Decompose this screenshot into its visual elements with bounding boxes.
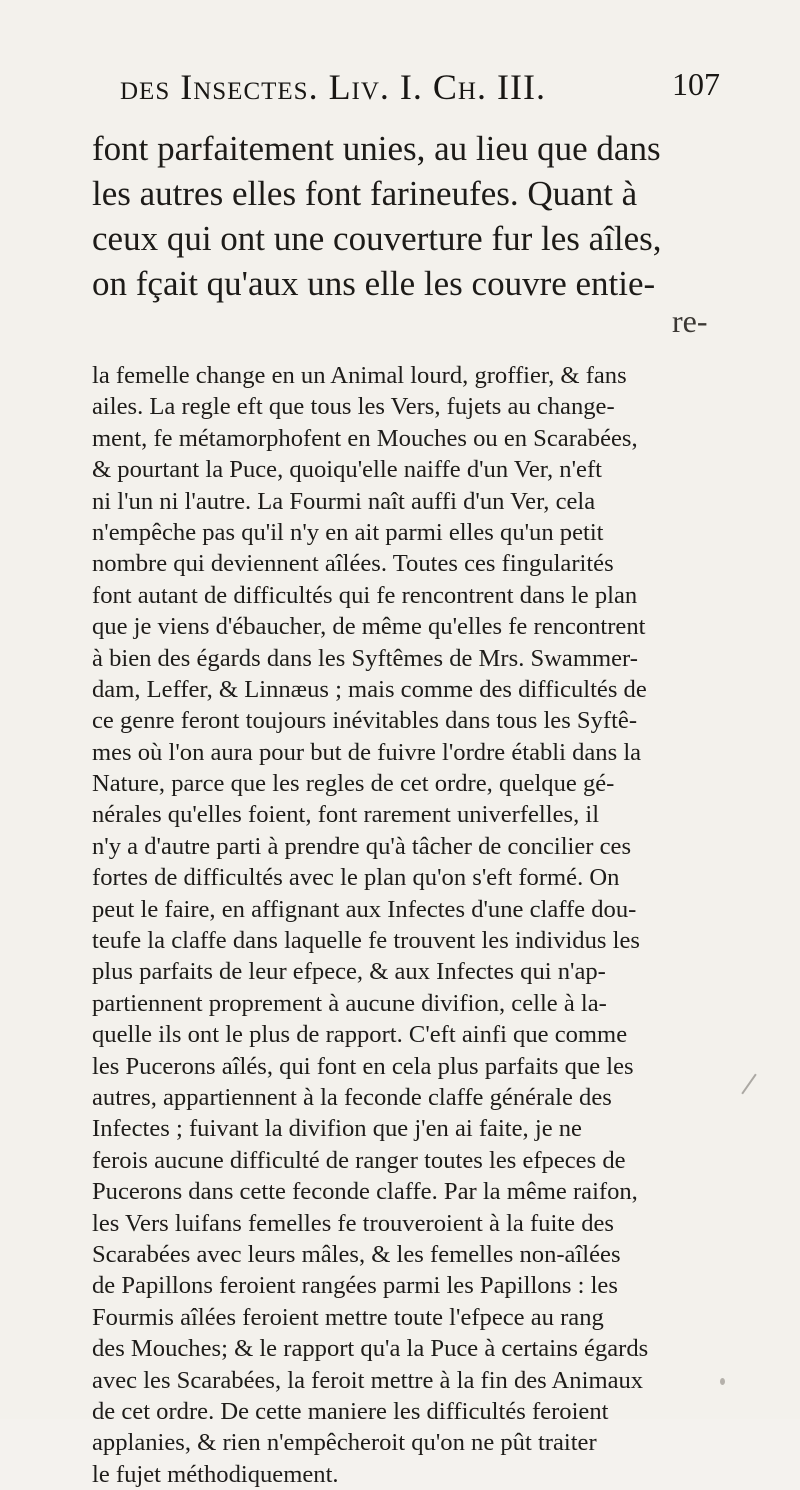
text-line: applanies, & rien n'empêcheroit qu'on ne pût traiter <box>92 1429 597 1457</box>
running-title: des Insectes. Liv. I. Ch. III. <box>120 67 546 107</box>
running-head <box>120 66 720 116</box>
text-line: ferois aucune difficulté de ranger toutes les efpeces de <box>92 1146 626 1174</box>
text-line: fortes de difficultés avec le plan qu'on s'eft formé. On <box>92 864 620 892</box>
text-line: on fçait qu'aux uns elle les couvre entie- <box>92 264 656 303</box>
text-line: mes où l'on aura pour but de fuivre l'ordre établi dans la <box>92 738 642 766</box>
text-line: teufe la claffe dans laquelle fe trouvent les individus les <box>92 927 640 955</box>
text-line: des Mouches; & le rapport qu'a la Puce à certains égards <box>92 1335 649 1363</box>
catchword: re- <box>672 303 708 339</box>
text-line: les Pucerons aîlés, qui font en cela plus parfaits que les <box>92 1052 634 1080</box>
text-line: Scarabées avec leurs mâles, & les femelles non-aîlées <box>92 1240 621 1268</box>
text-line: le fujet méthodiquement. <box>92 1460 339 1488</box>
text-line: & pourtant la Puce, quoiqu'elle naiffe d'un Ver, n'eft <box>92 456 602 484</box>
text-line: quelle ils ont le plus de rapport. C'eft ainfi que comme <box>92 1021 628 1049</box>
text-line: ment, fe métamorphofent en Mouches ou en Scarabées, <box>92 424 638 452</box>
text-line: avec les Scarabées, la feroit mettre à la fin des Animaux <box>92 1366 644 1394</box>
text-line: autres, appartiennent à la feconde claffe générale des <box>92 1083 612 1111</box>
page-number: 107 <box>672 66 720 102</box>
text-line: peut le faire, en affignant aux Infectes d'une claffe dou- <box>92 895 637 923</box>
text-line: partiennent proprement à aucune divifion, celle à la- <box>92 989 607 1017</box>
text-line: font autant de difficultés qui fe rencontrent dans le plan <box>92 581 638 609</box>
text-line: à bien des égards dans les Syftêmes de Mrs. Swammer- <box>92 644 638 672</box>
lower-paragraph <box>92 360 722 1490</box>
text-line: nombre qui deviennent aîlées. Toutes ces fingularités <box>92 550 614 578</box>
text-line: n'empêche pas qu'il n'y en ait parmi elles qu'un petit <box>92 518 604 546</box>
text-line: n'y a d'autre parti à prendre qu'à tâcher de concilier ces <box>92 832 632 860</box>
text-line: nérales qu'elles foient, font rarement univerfelles, il <box>92 801 600 829</box>
text-line: dam, Leffer, & Linnæus ; mais comme des difficultés de <box>92 675 647 703</box>
text-line: les Vers luifans femelles fe trouveroient à la fuite des <box>92 1209 614 1237</box>
text-line: Infectes ; fuivant la divifion que j'en ai faite, je ne <box>92 1115 582 1143</box>
margin-pencil-mark <box>741 1074 756 1095</box>
margin-spot <box>720 1378 725 1385</box>
text-line: de Papillons feroient rangées parmi les Papillons : les <box>92 1272 618 1300</box>
text-line: ni l'un ni l'autre. La Fourmi naît auffi d'un Ver, cela <box>92 487 596 515</box>
text-line: que je viens d'ébaucher, de même qu'elles fe rencontrent <box>92 613 646 641</box>
upper-paragraph <box>92 126 712 306</box>
text-line: ceux qui ont une couverture fur les aîles, <box>92 219 662 258</box>
text-line: Fourmis aîlées feroient mettre toute l'efpece au rang <box>92 1303 604 1331</box>
text-line: de cet ordre. De cette maniere les difficultés feroient <box>92 1397 609 1425</box>
text-line: plus parfaits de leur efpece, & aux Infectes qui n'ap- <box>92 958 606 986</box>
text-line: ce genre feront toujours inévitables dans tous les Syftê- <box>92 707 638 735</box>
text-line: font parfaitement unies, au lieu que dans <box>92 129 661 168</box>
text-line: ailes. La regle eft que tous les Vers, fujets au change- <box>92 393 615 421</box>
text-line: Nature, parce que les regles de cet ordre, quelque gé- <box>92 770 615 798</box>
text-line: la femelle change en un Animal lourd, groffier, & fans <box>92 362 627 389</box>
text-line: Pucerons dans cette feconde claffe. Par la même raifon, <box>92 1178 638 1206</box>
text-line: les autres elles font farineufes. Quant à <box>92 174 638 213</box>
